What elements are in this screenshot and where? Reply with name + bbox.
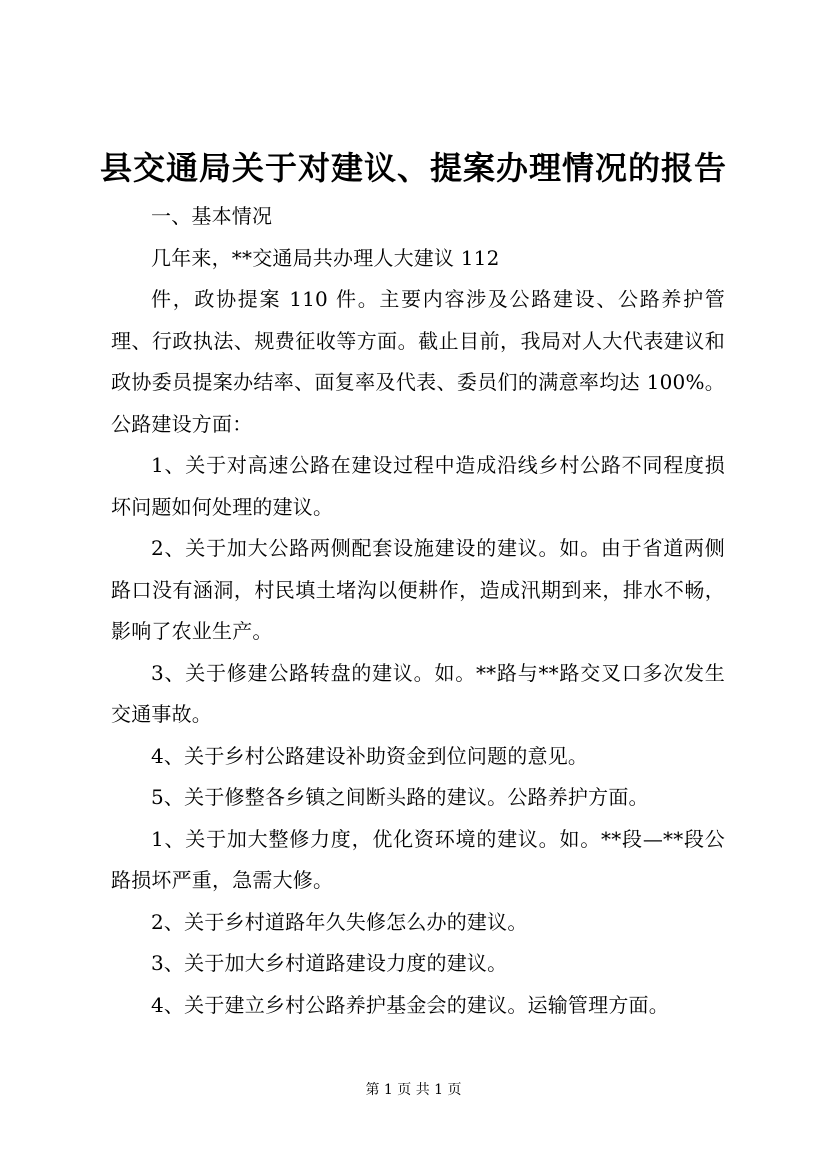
paragraph: 1、关于对高速公路在建设过程中造成沿线乡村公路不同程度损坏问题如何处理的建议。 bbox=[111, 453, 725, 519]
page-number-footer: 第 1 页 共 1 页 bbox=[365, 1082, 462, 1098]
document-body bbox=[111, 196, 725, 1026]
paragraph: 4、关于乡村公路建设补助资金到位问题的意见。 bbox=[151, 743, 589, 768]
paragraph: 件，政协提案 110 件。主要内容涉及公路建设、公路养护管理、行政执法、规费征收等方面。截止目前，我局对人大代表建议和政协委员提案办结率、面复率及代表、委员们的满意率均达 100%。公路建设方面： bbox=[111, 287, 725, 436]
paragraph: 2、关于加大公路两侧配套设施建设的建议。如。由于省道两侧路口没有涵洞，村民填土堵沟以便耕作，造成汛期到来，排水不畅，影响了农业生产。 bbox=[111, 536, 725, 643]
paragraph: 一、基本情况 bbox=[151, 204, 273, 228]
paragraph: 1、关于加大整修力度，优化资环境的建议。如。**段—**段公路损坏严重，急需大修。 bbox=[111, 826, 725, 892]
paragraph: 2、关于乡村道路年久失修怎么办的建议。 bbox=[151, 909, 528, 934]
paragraph: 3、关于修建公路转盘的建议。如。**路与**路交叉口多次发生交通事故。 bbox=[111, 660, 725, 726]
paragraph: 5、关于修整各乡镇之间断头路的建议。公路养护方面。 bbox=[151, 785, 649, 809]
paragraph: 几年来，**交通局共办理人大建议 112 bbox=[151, 245, 500, 270]
paragraph: 3、关于加大乡村道路建设力度的建议。 bbox=[151, 951, 508, 975]
paragraph: 4、关于建立乡村公路养护基金会的建议。运输管理方面。 bbox=[151, 992, 669, 1017]
document-title: 县交通局关于对建议、提案办理情况的报告 bbox=[99, 149, 727, 187]
